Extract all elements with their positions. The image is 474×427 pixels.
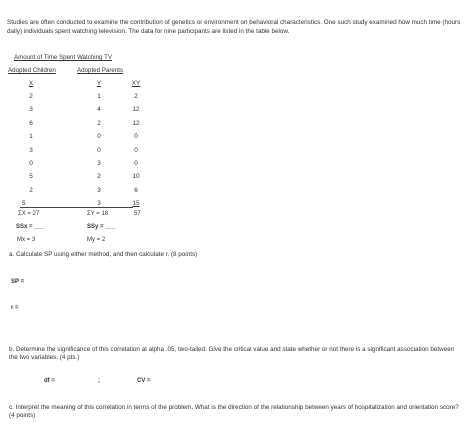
cell-x: 5 bbox=[29, 173, 33, 181]
cell-y: 2 bbox=[97, 119, 101, 127]
cell-y: 3 bbox=[97, 160, 101, 167]
cell-x: 5 bbox=[22, 200, 26, 208]
ssy-label: SSy = ___ bbox=[87, 224, 116, 230]
cell-y: 0 bbox=[97, 133, 101, 141]
cell-x: 0 bbox=[29, 160, 33, 167]
question-a: a. Calculate SP using either method, and then calculate r. (8 points) bbox=[9, 251, 198, 258]
ssx-label: SSx = ___ bbox=[16, 224, 45, 230]
cell-x: 2 bbox=[29, 186, 33, 194]
cell-xy: 12 bbox=[132, 106, 140, 114]
df-label: df = bbox=[44, 378, 55, 384]
cell-xy: 0 bbox=[134, 133, 138, 141]
cell-y: 3 bbox=[97, 186, 101, 194]
cell-xy: 0 bbox=[134, 160, 138, 167]
sum-xy: 57 bbox=[134, 211, 141, 217]
cell-x: 6 bbox=[29, 119, 33, 127]
cell-y: 3 bbox=[97, 200, 101, 208]
column-header-xy: XY bbox=[131, 80, 141, 87]
sp-label: SP = bbox=[11, 279, 25, 285]
cell-x: 2 bbox=[29, 93, 33, 100]
cell-y: 2 bbox=[97, 173, 101, 181]
semicolon: ; bbox=[98, 378, 100, 384]
mean-x: Mx = 3 bbox=[17, 237, 36, 243]
cell-xy: 2 bbox=[134, 93, 138, 100]
cell-xy: 0 bbox=[134, 146, 138, 154]
table-bottom-rule bbox=[20, 207, 133, 208]
cv-label: CV = bbox=[137, 378, 151, 384]
cell-x: 1 bbox=[29, 133, 33, 141]
mean-y: My = 2 bbox=[87, 237, 106, 243]
group-parents-label: Adopted Parents bbox=[77, 67, 124, 74]
sum-y: ΣY = 18 bbox=[87, 211, 109, 217]
cell-xy: 15 bbox=[132, 200, 140, 208]
r-label: r = bbox=[11, 305, 19, 311]
sum-x: ΣX = 27 bbox=[18, 211, 40, 217]
cell-y: 0 bbox=[97, 146, 101, 154]
cell-x: 3 bbox=[29, 146, 33, 154]
intro-paragraph: Studies are often conducted to examine the contribution of genetics or environment on behavioral characteristics. One such study examined how much time (hours daily) individuals spent watching television. The data for nine participants are listed in the table below. bbox=[7, 19, 461, 35]
table-title: Amount of Time Spent Watching TV bbox=[14, 54, 113, 61]
question-c: c. Interpret the meaning of this correlation in terms of the problem. What is the direction of the relationship between years of hospitalization and orientation score? (4 points) bbox=[9, 404, 459, 420]
cell-y: 4 bbox=[97, 106, 101, 114]
cell-x: 3 bbox=[29, 106, 33, 114]
question-b: b. Determine the significance of this correlation at alpha .05, two-tailed. Give the critical value and state whether or not there is a significant association between the two variables. (4 pts.) bbox=[9, 346, 455, 362]
cell-xy: 6 bbox=[134, 186, 138, 194]
column-header-y: Y bbox=[96, 80, 102, 87]
cell-y: 1 bbox=[97, 93, 101, 100]
cell-xy: 10 bbox=[132, 173, 140, 181]
cell-xy: 12 bbox=[132, 119, 140, 127]
group-children-label: Adopted Children bbox=[8, 67, 56, 74]
column-header-x: X bbox=[28, 80, 34, 87]
